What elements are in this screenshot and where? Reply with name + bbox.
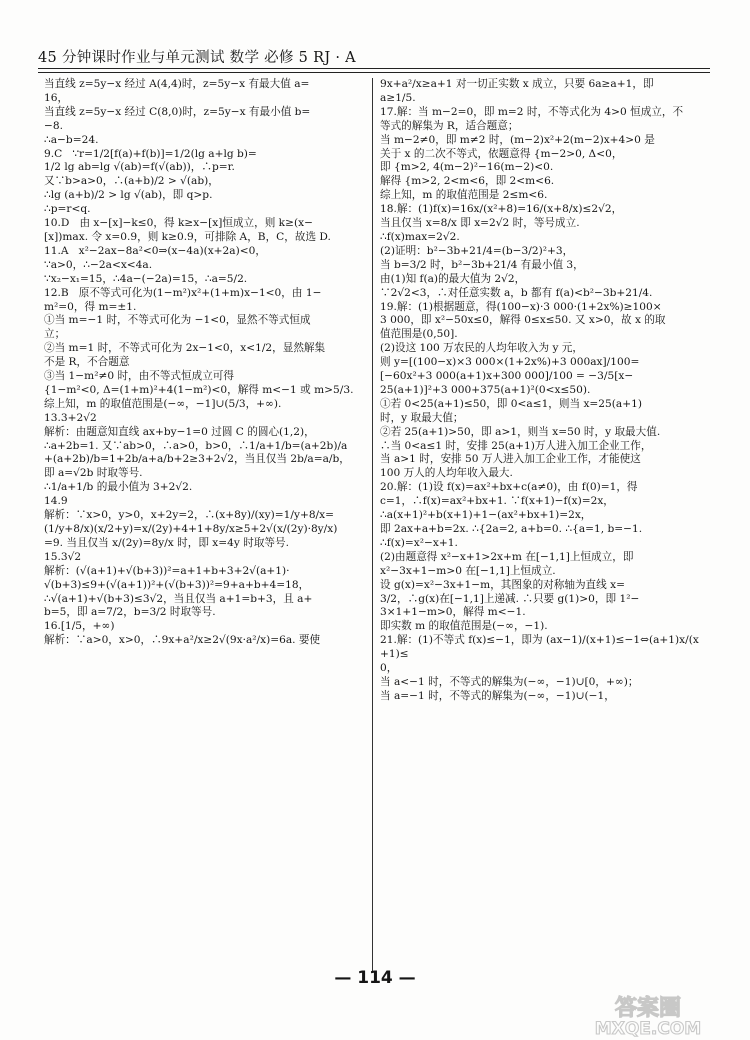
left-text-line: =9. 当且仅当 x/(2y)=8y/x 时，即 x=4y 时取等号. — [44, 536, 289, 549]
watermark-top: 答案圈 — [614, 996, 682, 1021]
left-text-line: 12.B 原不等式可化为(1−m²)x²+(1+m)x−1<0，由 1− — [44, 286, 322, 299]
left-text-line: 解析：∵a>0，x>0，∴9x+a²/x≥2√(9x·a²/x)=6a. 要使 — [44, 634, 321, 647]
left-text-line: ③当 1−m²≠0 时，由不等式恒成立可得 — [44, 370, 234, 383]
left-text-line: +(a+2b)/b=1+2b/a+a/b+2≥3+2√2，当且仅当 2b/a=a/b， — [44, 453, 350, 466]
right-text-line: 时，y 取最大值； — [380, 411, 464, 424]
left-text-line: b=5，即 a=7/2，b=3/2 时取等号. — [44, 606, 216, 619]
right-text-line: 17.解：当 m−2=0，即 m=2 时，不等式化为 4>0 恒成立，不 — [380, 105, 684, 118]
left-text-line: 13.3+2√2 — [44, 411, 97, 424]
right-text-line: 19.解：(1)根据题意，得(100−x)·3 000·(1+2x%)≥100× — [380, 300, 662, 313]
left-text-line: 当直线 z=5y−x 经过 C(8,0)时，z=5y−x 有最小值 b= — [44, 105, 311, 118]
left-text-line: 9.C ∵r=1/2[f(a)+f(b)]=1/2(lg a+lg b)= — [44, 147, 257, 160]
right-column — [380, 78, 705, 704]
right-text-line: 25(a+1)]²+3 000+375(a+1)²(0<x≤50). — [380, 383, 591, 396]
left-column — [44, 78, 366, 648]
right-text-line: 则 y=[(100−x)×3 000×(1+2x%)+3 000ax]/100= — [380, 356, 640, 369]
left-text-line: ①当 m=−1 时，不等式可化为 −1<0，显然不等式恒成 — [44, 314, 311, 327]
left-text-line: ∵a>0，∴−2a<x<4a. — [44, 258, 153, 271]
right-text-line: ∴f(x)max=2√2. — [380, 230, 460, 243]
left-text-line: m²=0，得 m=±1. — [44, 300, 137, 313]
right-text-line: 当 m−2≠0，即 m≠2 时，(m−2)x²+2(m−2)x+4>0 是 — [380, 133, 655, 146]
left-text-line: 综上知，m 的取值范围是(−∞，−1]∪(5/3，+∞). — [44, 397, 282, 410]
right-text-line: [−60x²+3 000(a+1)x+300 000]/100 = −3/5[x− — [380, 370, 634, 383]
right-text-line: 解得 {m>2, 2<m<6，即 2<m<6. — [380, 175, 555, 188]
left-text-line: 解析：(√(a+1)+√(b+3))²=a+1+b+3+2√(a+1)· — [44, 564, 290, 577]
right-text-line: ①若 0<25(a+1)≤50，即 0<a≤1，则当 x=25(a+1) — [380, 397, 642, 410]
right-text-line: ②若 25(a+1)>50，即 a>1，则当 x=50 时，y 取最大值. — [380, 425, 661, 438]
left-text-line: √(b+3)≤9+(√(a+1))²+(√(b+3))²=9+a+b+4=18， — [44, 578, 310, 591]
right-text-line: 100 万人的人均年收入最大. — [380, 467, 513, 480]
left-text-line: −8. — [44, 119, 63, 132]
right-text-line: 关于 x 的二次不等式，依题意得 {m−2>0, Δ<0， — [380, 147, 623, 160]
right-text-line: 等式的解集为 R，适合题意； — [380, 119, 519, 132]
right-text-line: 即实数 m 的取值范围是(−∞，−1). — [380, 620, 548, 633]
left-text-line: ∴√(a+1)+√(b+3)≤3√2，当且仅当 a+1=b+3，且 a+ — [44, 592, 313, 605]
right-text-line: x²−3x+1−m>0 在[−1,1]上恒成立. — [380, 564, 556, 577]
watermark-logo — [562, 993, 732, 1037]
right-text-line: a≥1/5. — [380, 91, 416, 104]
left-text-line: {1−m²<0, Δ=(1+m)²+4(1−m²)<0，解得 m<−1 或 m>5/3. — [44, 383, 354, 396]
right-text-line: (2)由题意得 x²−x+1>2x+m 在[−1,1]上恒成立，即 — [380, 550, 634, 563]
right-text-line: 当 b=3/2 时，b²−3b+21/4 有最小值 3， — [380, 258, 584, 271]
left-text-line: ②当 m=1 时，不等式可化为 2x−1<0，x<1/2，显然解集 — [44, 342, 326, 355]
right-text-line: 当 a>1 时，安排 50 万人进入加工企业工作，才能使这 — [380, 453, 641, 466]
right-text-line: ∵2√2<3，∴对任意实数 a，b 都有 f(a)<b²−3b+21/4. — [380, 286, 653, 299]
right-text-line: 由(1)知 f(a)的最大值为 2√2， — [380, 272, 526, 285]
right-text-line: ∴当 0<a≤1 时，安排 25(a+1)万人进入加工企业工作， — [380, 439, 652, 452]
left-text-line: 16， — [44, 91, 69, 104]
right-text-line: 3/2，∴g(x)在[−1,1]上递减. ∴只要 g(1)>0，即 1²− — [380, 592, 640, 605]
right-text-line: 即 2ax+a+b=2x. ∴{2a=2, a+b=0. ∴{a=1, b=−1. — [380, 523, 643, 535]
left-text-line: 不是 R，不合题意 — [44, 356, 130, 369]
right-text-line: 9x+a²/x≥a+1 对一切正实数 x 成立，只要 6a≥a+1，即 — [380, 78, 654, 90]
header-rule-thin — [38, 72, 710, 73]
right-text-line: (2)证明：b²−3b+21/4=(b−3/2)²+3， — [380, 244, 574, 257]
right-text-line: 当且仅当 x=8/x 即 x=2√2 时，等号成立. — [380, 217, 580, 230]
left-text-line: 解析：∵x>0，y>0，x+2y=2，∴(x+8y)/(xy)=1/y+8/x= — [44, 509, 334, 522]
header-rule-thick — [38, 68, 710, 69]
running-header: 45 分钟课时作业与单元测试 数学 必修 5 RJ · A — [38, 50, 356, 66]
left-text-line: 立； — [44, 328, 66, 341]
right-text-line: 3 000，即 x²−50x≤0，解得 0≤x≤50. 又 x>0，故 x 的取 — [380, 314, 666, 327]
right-text-line: 综上知，m 的取值范围是 2≤m<6. — [380, 189, 548, 202]
right-text-line: 即 {m>2, 4(m−2)²−16(m−2)<0. — [380, 161, 554, 174]
left-text-line: 15.3√2 — [44, 550, 82, 563]
left-text-line: ∴a−b=24. — [44, 133, 99, 146]
column-divider — [372, 78, 373, 972]
right-text-line: 当 a=−1 时，不等式的解集为(−∞，−1)∪(−1， — [380, 689, 615, 702]
right-text-line: ∴f(x)=x²−x+1. — [380, 536, 458, 549]
right-text-line: 0， — [380, 662, 398, 675]
left-text-line: 解析：由题意知直线 ax+by−1=0 过圆 C 的圆心(1,2)， — [44, 425, 315, 438]
left-text-line: ∵x₂−x₁=15，∴4a−(−2a)=15，∴a=5/2. — [44, 272, 248, 285]
page-number: — 114 — — [334, 968, 416, 988]
right-text-line: 值范围是(0,50]. — [380, 328, 458, 341]
right-text-line: 18.解：(1)f(x)=16x/(x²+8)=16/(x+8/x)≤2√2， — [380, 203, 623, 216]
left-text-line: ∴1/a+1/b 的最小值为 3+2√2. — [44, 481, 193, 494]
left-text-line: [x])max. 令 x=0.9，则 k≥0.9，可排除 A，B，C，故选 D. — [44, 230, 331, 243]
left-text-line: ∴p=r<q. — [44, 203, 91, 216]
left-text-line: 10.D 由 x−[x]−k≤0，得 k≥x−[x]恒成立，则 k≥(x− — [44, 217, 313, 230]
left-text-line: 16.[1/5，+∞) — [44, 620, 115, 633]
right-text-line: 设 g(x)=x²−3x+1−m，其图象的对称轴为直线 x= — [380, 578, 625, 591]
left-text-line: 1/2 lg ab=lg √(ab)=f(√(ab))，∴p=r. — [44, 161, 235, 174]
left-text-line: 14.9 — [44, 495, 68, 508]
left-text-line: 11.A x²−2ax−8a²<0⇒(x−4a)(x+2a)<0， — [44, 244, 266, 257]
right-text-line: 21.解：(1)不等式 f(x)≤−1，即为 (ax−1)/(x+1)≤−1⇔(a+1)x/(x+1)≤ — [380, 634, 699, 661]
left-text-line: ∴lg (a+b)/2 > lg √(ab)，即 q>p. — [44, 189, 213, 202]
right-text-line: c=1，∴f(x)=ax²+bx+1. ∵f(x+1)−f(x)=2x， — [380, 495, 614, 508]
right-text-line: 3×1+1−m>0，解得 m<−1. — [380, 606, 526, 619]
watermark-bottom: MXQE.COM — [594, 1019, 702, 1037]
left-text-line: ∴a+2b=1. 又∵ab>0，∴a>0，b>0，∴1/a+1/b=(a+2b)/a — [44, 439, 348, 452]
left-text-line: (1/y+8/x)(x/2+y)=x/(2y)+4+1+8y/x≥5+2√(x/(2y)·8y/x) — [44, 523, 338, 535]
left-text-line: 即 a=√2b 时取等号. — [44, 467, 143, 480]
right-text-line: 20.解：(1)设 f(x)=ax²+bx+c(a≠0)，由 f(0)=1，得 — [380, 481, 638, 494]
right-text-line: ∴a(x+1)²+b(x+1)+1−(ax²+bx+1)=2x， — [380, 509, 592, 522]
right-text-line: (2)设这 100 万农民的人均年收入为 y 元， — [380, 342, 583, 355]
right-text-line: 当 a<−1 时，不等式的解集为(−∞，−1)∪[0，+∞)； — [380, 675, 639, 688]
left-text-line: 当直线 z=5y−x 经过 A(4,4)时，z=5y−x 有最大值 a= — [44, 78, 310, 90]
left-text-line: 又∵b>a>0，∴(a+b)/2 > √(ab)， — [44, 175, 219, 188]
